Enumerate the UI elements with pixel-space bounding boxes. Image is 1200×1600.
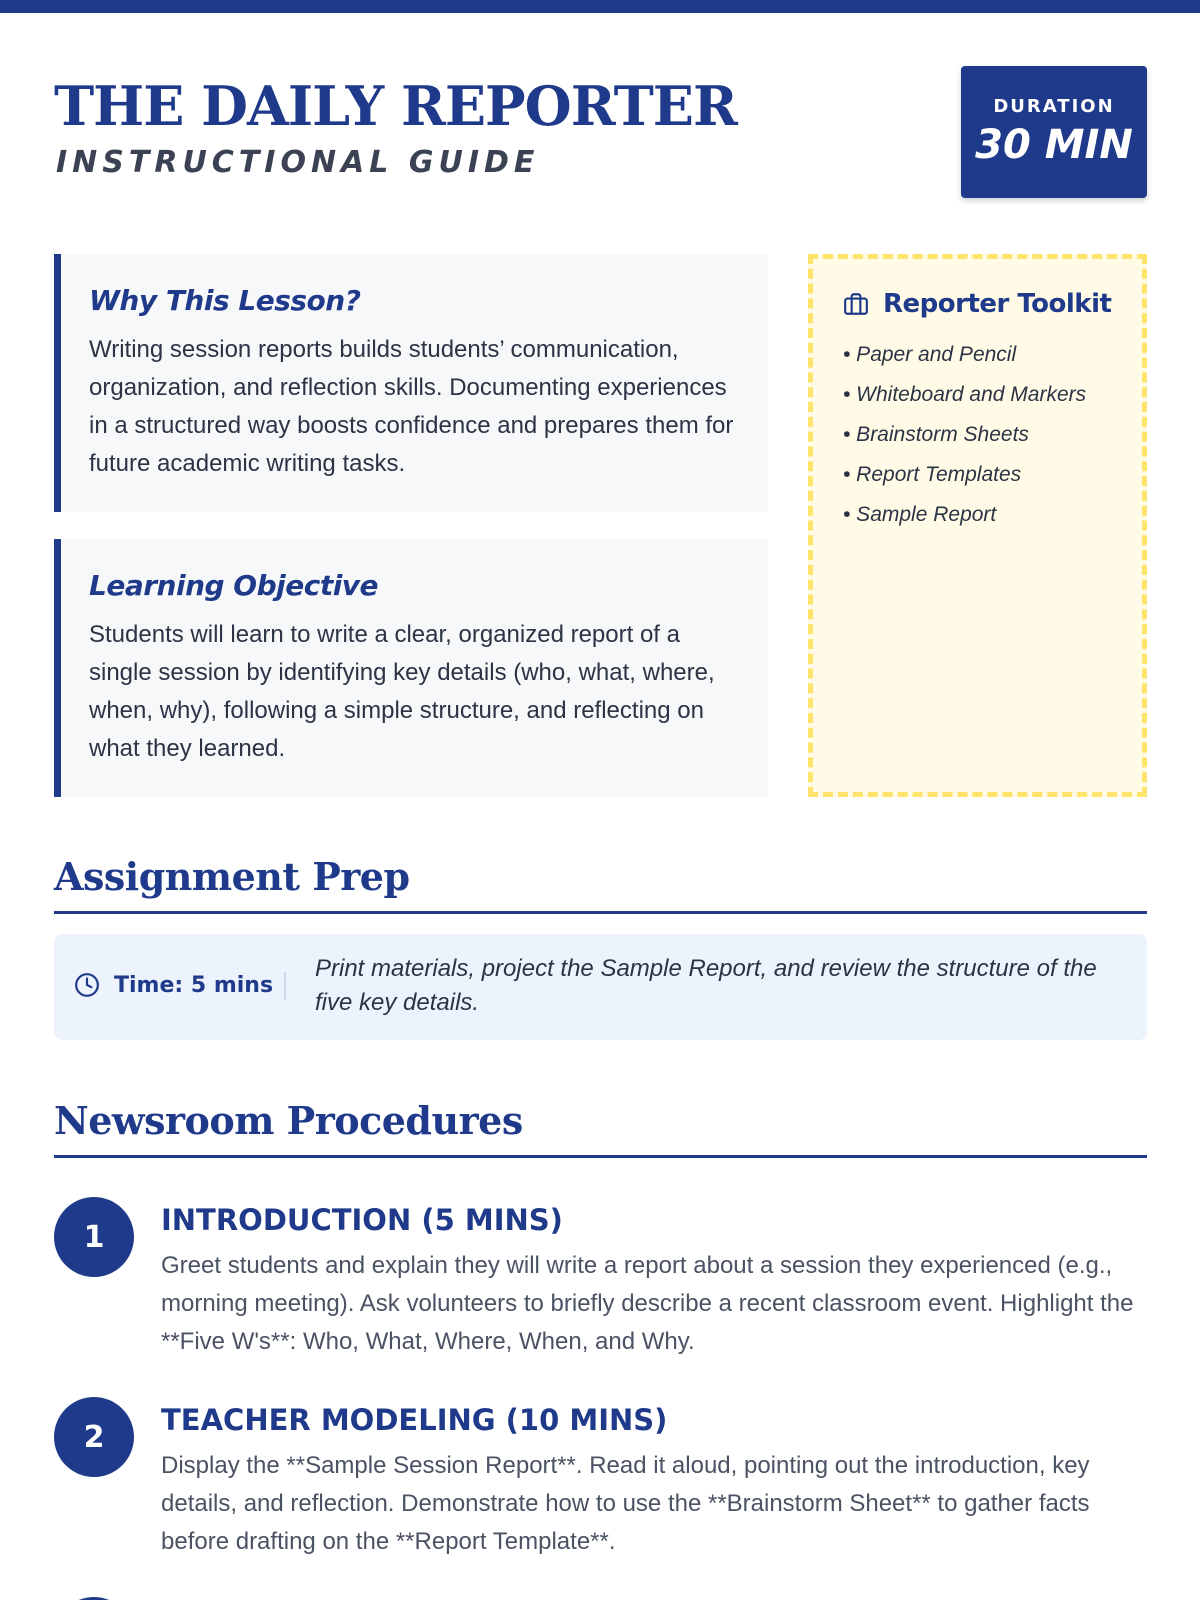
toolkit-item: • Paper and Pencil xyxy=(843,343,1017,366)
reporter-toolkit xyxy=(808,254,1147,797)
learning-objective-text: Students will learn to write a clear, organized report of a single session by identifying key details (who, what, where, when, why), following a simple structure, and reflecting on what they learned. xyxy=(89,621,715,762)
step-description: Display the **Sample Session Report**. Read it aloud, pointing out the introduction, key details, and reflection. Demonstrate how to use the **Brainstorm Sheet** to gather facts before drafting on the **Report Template**. xyxy=(161,1452,1090,1555)
duration-label: DURATION xyxy=(993,96,1115,117)
why-lesson-card xyxy=(54,254,768,512)
step-title: INTRODUCTION (5 MINS) xyxy=(161,1203,563,1237)
page-header xyxy=(54,66,1147,198)
step-number-badge: 2 xyxy=(54,1397,134,1477)
step-description: Greet students and explain they will write a report about a session they experienced (e.g., morning meeting). Ask volunteers to briefly describe a recent classroom event. Highlight the **Five W's**: Who, What, Where, When, and Why. xyxy=(161,1252,1134,1355)
toolkit-item: • Report Templates xyxy=(843,463,1022,486)
assignment-prep-section xyxy=(54,852,1147,914)
prep-description: Print materials, project the Sample Report, and review the structure of the five key details. xyxy=(315,955,1097,1016)
clock-icon xyxy=(74,972,100,998)
learning-objective-card xyxy=(54,539,768,797)
step-number-badge: 1 xyxy=(54,1197,134,1277)
toolkit-item: • Sample Report xyxy=(843,503,997,526)
toolkit-title: Reporter Toolkit xyxy=(883,289,1112,319)
toolkit-item: • Whiteboard and Markers xyxy=(843,383,1087,406)
toolkit-list xyxy=(843,335,1114,535)
newsroom-procedures-heading: Newsroom Procedures xyxy=(54,1098,523,1143)
page-subtitle: INSTRUCTIONAL GUIDE xyxy=(56,145,540,180)
top-accent-bar xyxy=(0,0,1200,13)
toolkit-header xyxy=(843,289,1114,319)
assignment-prep-heading: Assignment Prep xyxy=(54,854,410,899)
briefcase-icon xyxy=(843,291,869,317)
toolkit-item: • Brainstorm Sheets xyxy=(843,423,1029,446)
why-lesson-heading: Why This Lesson? xyxy=(89,284,361,317)
prep-time xyxy=(74,972,273,998)
page-title: THE DAILY REPORTER xyxy=(54,74,737,138)
duration-badge xyxy=(961,66,1147,198)
prep-time-label: Time: 5 mins xyxy=(114,972,274,998)
newsroom-procedures-section xyxy=(54,1096,1147,1158)
prep-divider xyxy=(284,972,286,1000)
step-title: TEACHER MODELING (10 MINS) xyxy=(161,1403,668,1437)
prep-box xyxy=(54,934,1147,1040)
duration-value: 30 MIN xyxy=(975,122,1133,168)
learning-objective-heading: Learning Objective xyxy=(89,569,379,602)
why-lesson-text: Writing session reports builds students’ communication, organization, and reflection skills. Documenting experiences in a structured way boosts confidence and prepares them for future academic writing tasks. xyxy=(89,336,734,477)
